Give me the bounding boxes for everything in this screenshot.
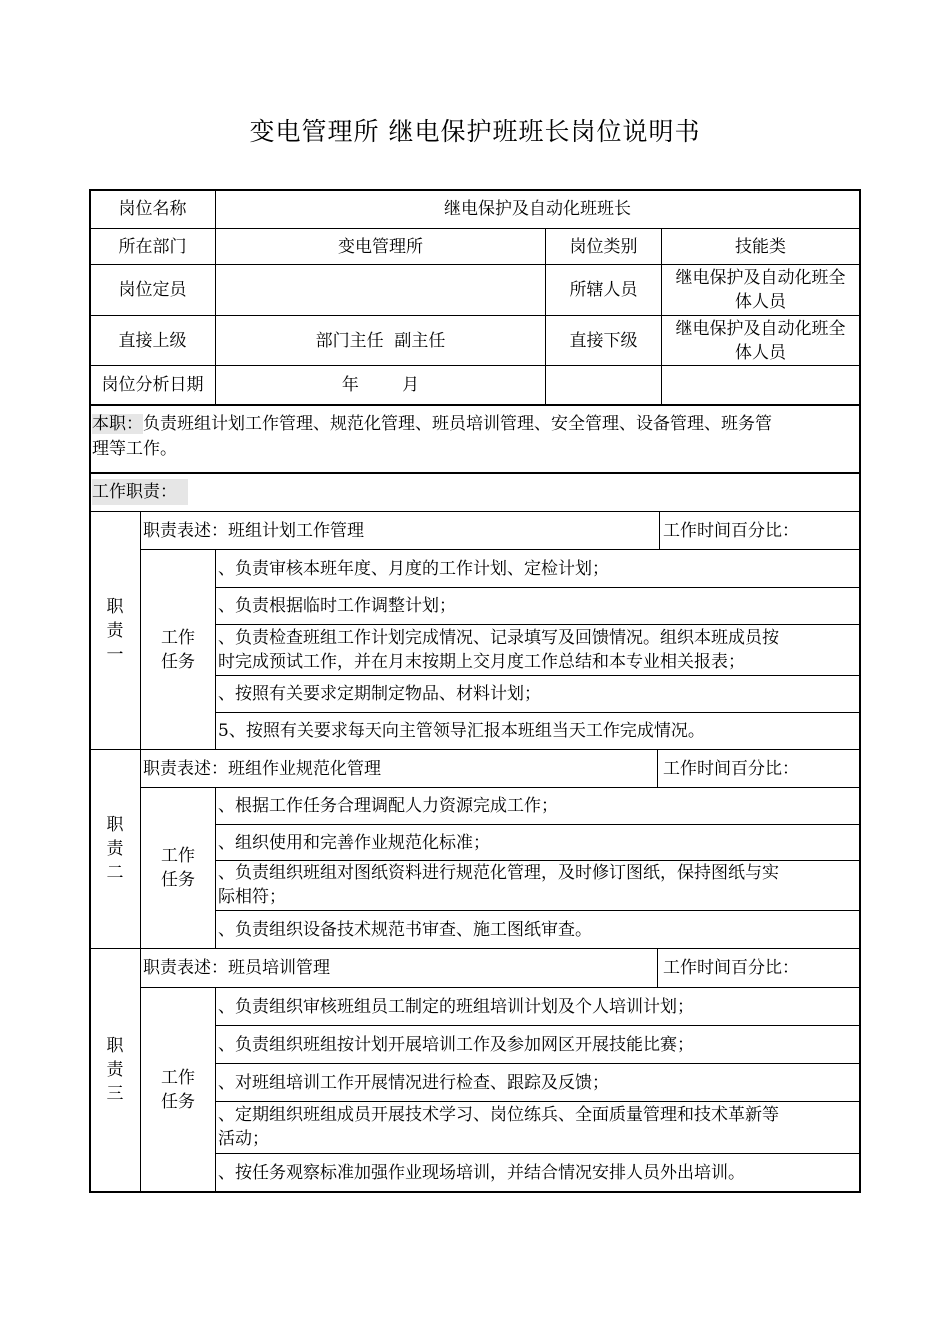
post-type-value: 技能类: [735, 236, 786, 257]
date-value: 年 月: [341, 375, 420, 395]
superior-value: 部门主任 副主任: [315, 330, 446, 351]
duty-3-side-char: 三: [106, 1084, 124, 1104]
duty-2-task-label-line: 工作: [161, 846, 195, 866]
duty-1-task: 、负责根据临时工作调整计划；: [218, 596, 456, 616]
superior-label: 直接上级: [118, 330, 187, 351]
duty-2-side-char: 责: [106, 839, 124, 859]
date-label: 岗位分析日期: [101, 375, 204, 395]
duty-3-task: 、对班组培训工作开展情况进行检查、跟踪及反馈；: [218, 1072, 609, 1093]
duty-1-task-label: [141, 550, 215, 749]
duty-3-percent: 工作时间百分比：: [663, 958, 799, 978]
row-line: [89, 472, 861, 474]
duty-3-task: 、负责组织审核班组员工制定的班组培训计划及个人培训计划；: [218, 996, 694, 1017]
duty-1-side-label: [90, 512, 140, 749]
duty-3-side-char: 职: [106, 1036, 124, 1056]
duty-1-percent: 工作时间百分比：: [663, 520, 799, 541]
duty-1-task: 、负责审核本班年度、月度的工作计划、定检计划；: [218, 558, 609, 579]
col-line: [215, 987, 216, 1192]
duty-3-side-char: 责: [106, 1060, 124, 1080]
duty-summary-label: 本职：: [92, 414, 143, 434]
duty-1-side-char: 责: [106, 620, 124, 641]
staff-label: 所辖人员: [569, 280, 638, 300]
duty-1-task: 、按照有关要求定期制定物品、材料计划；: [218, 684, 541, 704]
duty-summary: [92, 412, 857, 468]
table-border-right: [859, 189, 861, 1193]
duty-1-task-label-line: 任务: [161, 651, 195, 672]
dept-value: 变电管理所: [338, 236, 423, 257]
quota-value: [216, 265, 545, 315]
duty-1-task-line: 时完成预试工作，并在月末按期上交月度工作总结和本专业相关报表；: [218, 652, 745, 672]
duty-2-side-char: 职: [106, 815, 124, 835]
staff-value: [662, 265, 859, 315]
duty-3-task: 、按任务观察标准加强作业现场培训，并结合情况安排人员外出培训。: [218, 1162, 745, 1183]
duty-1-task: [218, 625, 858, 675]
duty-1-side-char: 职: [106, 596, 124, 617]
duty-1-desc: 职责表述：班组计划工作管理: [143, 520, 364, 541]
col-line: [657, 948, 658, 987]
duty-3-task: 、负责组织班组按计划开展培训工作及参加网区开展技能比赛；: [218, 1034, 694, 1055]
duty-3-task-label-line: 任务: [161, 1091, 195, 1112]
duty-2-task-label-line: 任务: [161, 870, 195, 890]
duty-2-task-line: 、负责组织班组对图纸资料进行规范化管理，及时修订图纸，保持图纸与实: [218, 863, 779, 883]
duty-3-task-label: [141, 988, 215, 1191]
col-line: [659, 511, 660, 549]
post-name-label: 岗位名称: [118, 199, 187, 219]
subordinate-value-line-2: 体人员: [735, 342, 786, 363]
duty-3-task: [218, 1102, 858, 1153]
duty-1-task: 5、按照有关要求每天向主管领导汇报本班组当天工作完成情况。: [218, 721, 705, 741]
duty-summary-text-1: 负责班组计划工作管理、规范化管理、班员培训管理、安全管理、设备管理、班务管: [143, 414, 772, 434]
duty-1-task-line: 、负责检查班组工作计划完成情况、记录填写及回馈情况。组织本班成员按: [218, 628, 779, 648]
duty-3-task-line: 活动；: [218, 1129, 269, 1149]
subordinate-label: 直接下级: [569, 330, 638, 351]
duty-1-task-label-line: 工作: [161, 627, 195, 648]
duty-2-desc: 职责表述：班组作业规范化管理: [143, 758, 381, 779]
post-name-value: 继电保护及自动化班班长: [444, 199, 631, 219]
quota-label: 岗位定员: [118, 280, 187, 300]
page-title: 变电管理所 继电保护班班长岗位说明书: [249, 117, 701, 146]
table-border-bottom: [89, 1191, 861, 1193]
work-duties-label-text: 工作职责：: [92, 479, 188, 505]
duty-2-task: 、根据工作任务合理调配人力资源完成工作；: [218, 796, 558, 816]
col-line: [215, 549, 216, 749]
duty-3-task-line: 、定期组织班组成员开展技术学习、岗位练兵、全面质量管理和技术革新等: [218, 1105, 779, 1125]
subordinate-value: [662, 316, 859, 365]
col-line: [657, 749, 658, 787]
staff-value-line-2: 体人员: [735, 292, 786, 312]
subordinate-value-line-1: 继电保护及自动化班全: [675, 318, 846, 339]
duty-2-task-line: 际相符；: [218, 887, 286, 907]
duty-3-task-label-line: 工作: [161, 1067, 195, 1088]
duty-2-side-label: [90, 750, 140, 948]
staff-value-line-1: 继电保护及自动化班全: [675, 268, 846, 288]
duty-1-side-char: 一: [106, 644, 124, 665]
dept-label: 所在部门: [118, 236, 187, 257]
duty-2-task: 、组织使用和完善作业规范化标准；: [218, 832, 490, 853]
duty-2-task-label: [141, 788, 215, 948]
duty-3-side-label: [90, 949, 140, 1191]
duty-2-percent: 工作时间百分比：: [663, 758, 799, 779]
duty-3-desc: 职责表述：班员培训管理: [143, 958, 330, 978]
row-line: [89, 404, 861, 406]
post-type-label: 岗位类别: [569, 236, 638, 257]
duty-summary-text-2: 理等工作。: [92, 439, 177, 459]
duty-2-side-char: 二: [106, 863, 124, 883]
work-duties-label: [92, 479, 188, 505]
duty-2-task: [218, 861, 858, 910]
duty-2-task: 、负责组织设备技术规范书审查、施工图纸审查。: [218, 919, 592, 940]
col-line: [215, 787, 216, 948]
